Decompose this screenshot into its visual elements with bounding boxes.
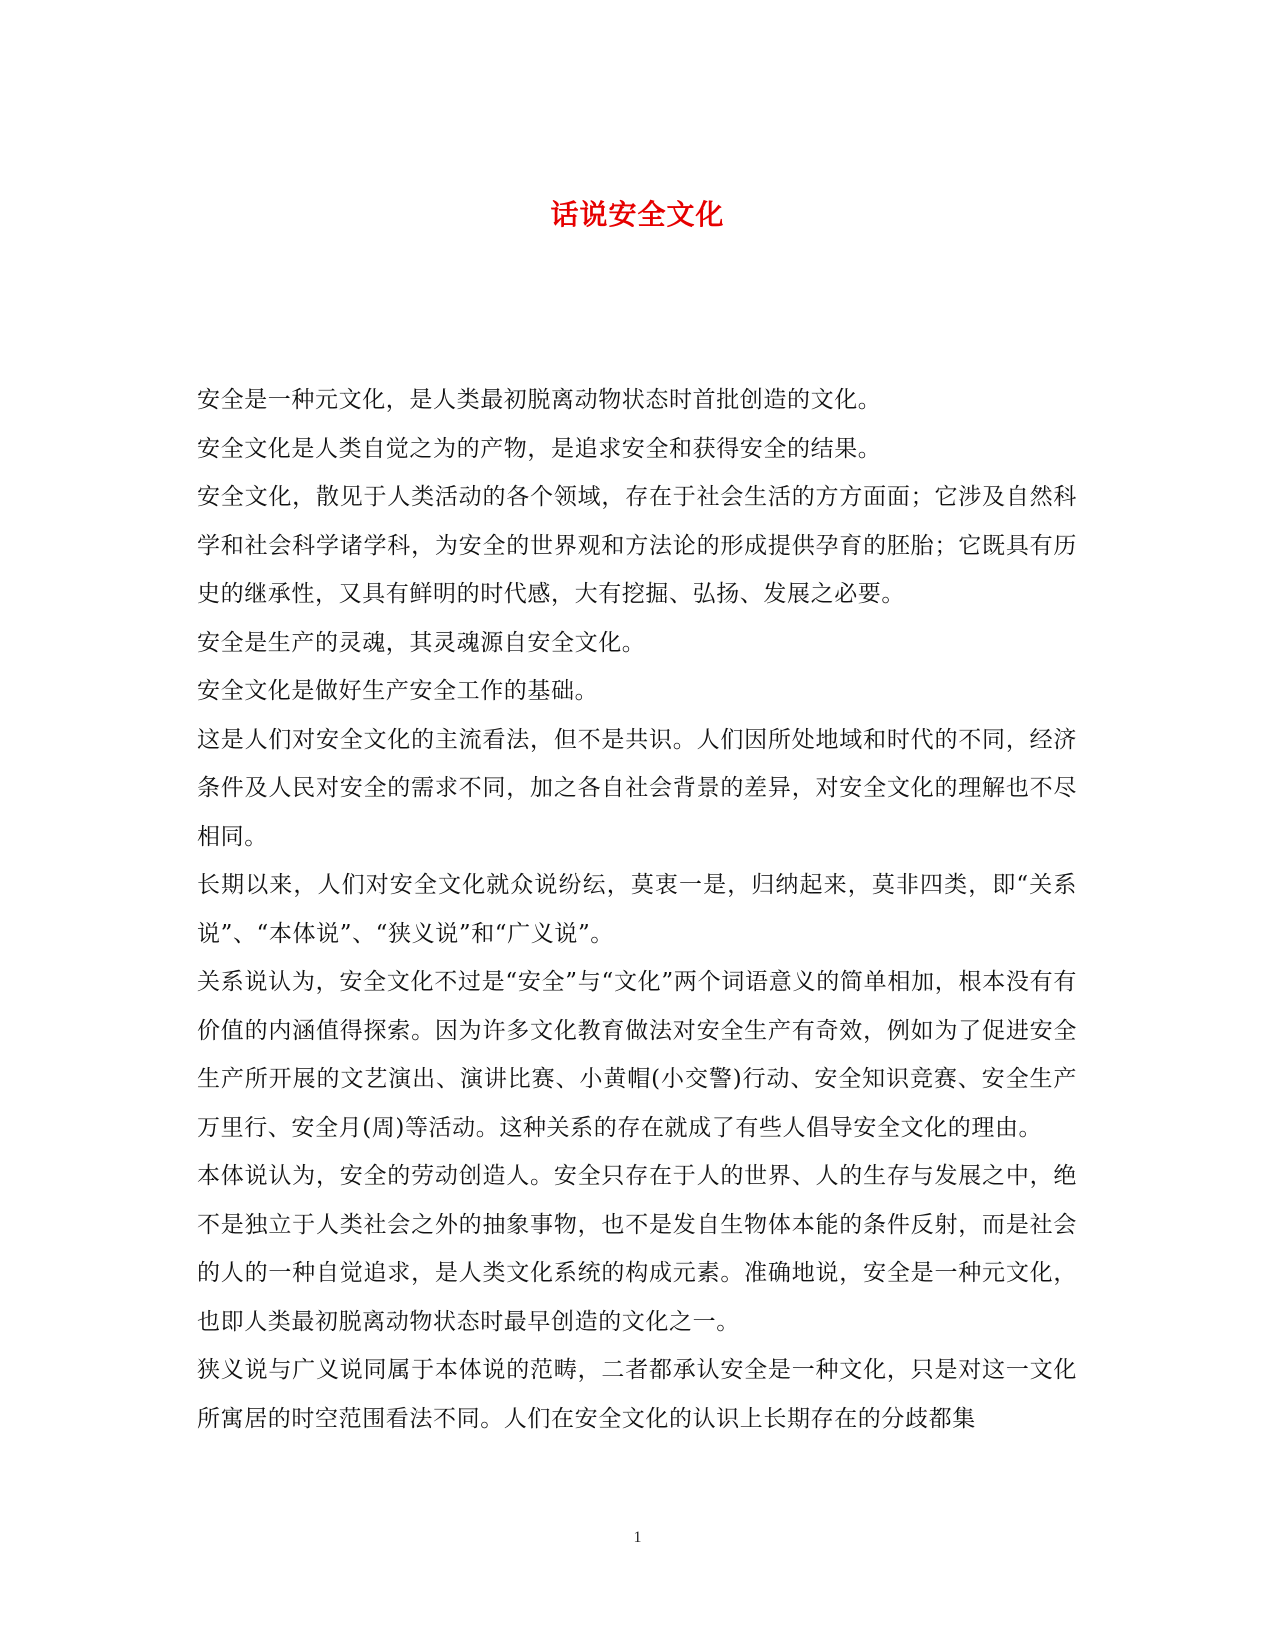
- document-title: 话说安全文化: [550, 197, 725, 231]
- paragraph: 安全文化是人类自觉之为的产物，是追求安全和获得安全的结果。: [197, 435, 882, 462]
- paragraph: 长期以来，人们对安全文化就众说纷纭，莫衷一是，归纳起来，莫非四类，即“关系说”、“本体说”、“狭义说”和“广义说”。: [197, 872, 1077, 947]
- document-body: [197, 376, 1077, 1443]
- paragraph: 这是人们对安全文化的主流看法，但不是共识。人们因所处地域和时代的不同，经济条件及人民对安全的需求不同，加之各自社会背景的差异，对安全文化的理解也不尽相同。: [197, 726, 1077, 850]
- page-number: 1: [633, 1529, 642, 1546]
- paragraph: 安全文化是做好生产安全工作的基础。: [197, 678, 599, 704]
- paragraph: 关系说认为，安全文化不过是“安全”与“文化”两个词语意义的简单相加，根本没有有价值的内涵值得探索。因为许多文化教育做法对安全生产有奇效，例如为了促进安全生产所开展的文艺演出、演讲比赛、小黄帽(小交警)行动、安全知识竞赛、安全生产万里行、安全月(周)等活动。这种关系的存在就成了有些人倡导安全文化的理由。: [197, 969, 1077, 1141]
- paragraph: 安全是生产的灵魂，其灵魂源自安全文化。: [197, 629, 646, 656]
- paragraph: 本体说认为，安全的劳动创造人。安全只存在于人的世界、人的生存与发展之中，绝不是独立于人类社会之外的抽象事物，也不是发自生物体本能的条件反射，而是社会的人的一种自觉追求，是人类文化系统的构成元素。准确地说，安全是一种元文化，也即人类最初脱离动物状态时最早创造的文化之一。: [197, 1163, 1077, 1335]
- paragraph: 安全文化，散见于人类活动的各个领域，存在于社会生活的方方面面；它涉及自然科学和社会科学诸学科，为安全的世界观和方法论的形成提供孕育的胚胎；它既具有历史的继承性，又具有鲜明的时代感，大有挖掘、弘扬、发展之必要。: [197, 484, 1077, 607]
- paragraph: 狭义说与广义说同属于本体说的范畴，二者都承认安全是一种文化，只是对这一文化所寓居的时空范围看法不同。人们在安全文化的认识上长期存在的分歧都集: [197, 1357, 1077, 1432]
- paragraph: 安全是一种元文化，是人类最初脱离动物状态时首批创造的文化。: [197, 387, 882, 413]
